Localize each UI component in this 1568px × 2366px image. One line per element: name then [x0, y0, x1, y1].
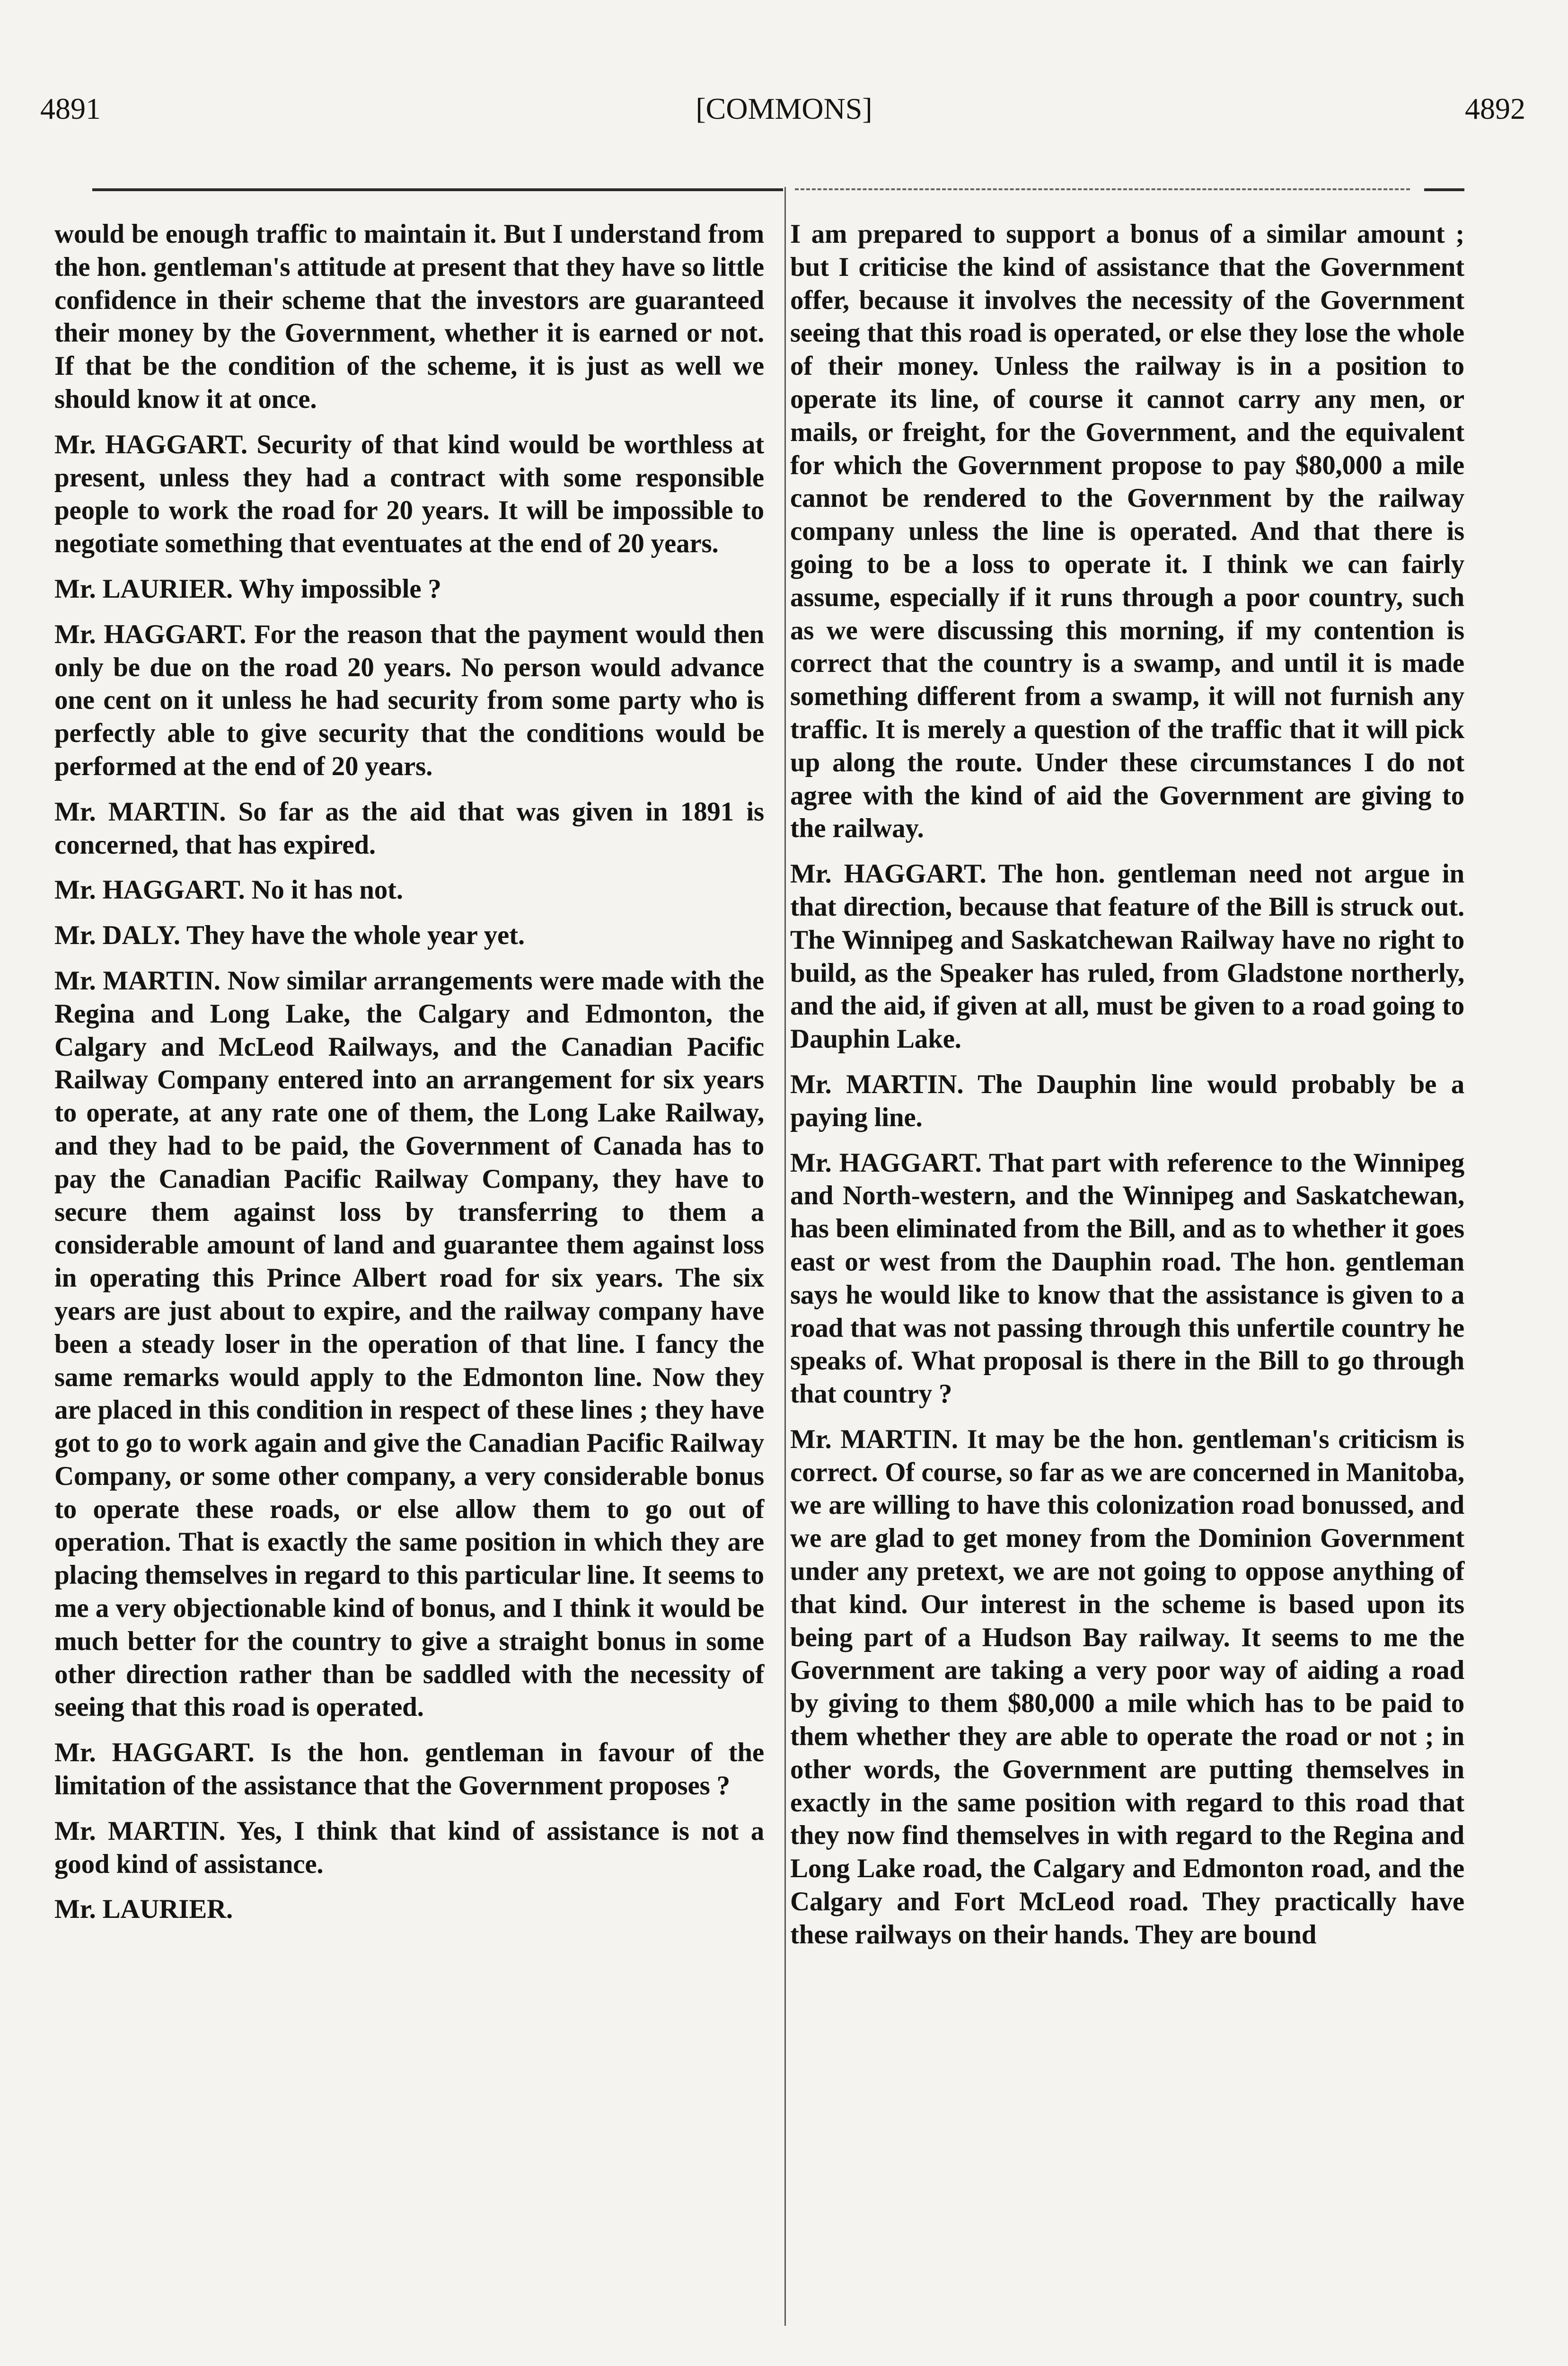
speech-text: would be enough traffic to maintain it. But I understand from the hon. gentleman's attitude at present that they have so little confidence in their scheme that the investors are guaranteed their money by the Government, whether it is earned or not. If that be the condition of the scheme, it is just as well we should know it at once.	[54, 219, 764, 414]
speech-text: Security of that kind would be worthless at present, unless they had a contract with some responsible people to work the road for 20 years. It will be impossible to negotiate something that eventuates at the end of 20 years.	[54, 429, 764, 559]
speech-text: The Dauphin line would probably be a paying line.	[790, 1069, 1465, 1132]
paragraph	[790, 218, 1464, 845]
speech-text: I am prepared to support a bonus of a similar amount ; but I criticise the kind of assistance that the Government offer, because it involves the necessity of the Government seeing that this road is operated, or else they lose the whole of their money. Unless the railway is in a position to operate its line, of course it cannot carry any men, or mails, or freight, for the Government, and the equivalent for which the Government propose to pay $80,000 a mile cannot be rendered to the Government by the railway company unless the line is operated. And that there is going to be a loss to operate it. I think we can fairly assume, especially if it runs through a poor country, such as we were discussing this morning, if my contention is correct that the country is a swamp, and until it is made something different from a swamp, it will not furnish any traffic. It is merely a question of the traffic that it will pick up along the route. Under these circumstances I do not agree with the kind of aid the Government are giving to the railway.	[790, 219, 1464, 844]
header-rule-right	[1424, 188, 1464, 191]
speech-text: So far as the aid that was given in 1891 is concerned, that has expired.	[54, 796, 764, 860]
header-rule-middle	[795, 188, 1410, 190]
paragraph	[54, 1736, 764, 1802]
speaker-name: Mr. HAGGART.	[54, 429, 247, 459]
left-column	[54, 218, 764, 1938]
paragraph	[54, 573, 764, 606]
paragraph	[54, 428, 764, 560]
paragraph	[54, 218, 764, 416]
speaker-name: Mr. HAGGART.	[54, 619, 247, 649]
paragraph	[790, 1423, 1464, 1951]
paragraph	[790, 857, 1464, 1056]
speech-text: That part with reference to the Winnipeg and North-western, and the Winnipeg and Saskatchewan, has been eliminated from the Bill, and as to whether it goes east or west from the Dauphin road. The hon. gentleman says he would like to know that the assistance is given to a road that was not passing through this unfertile country he speaks of. What proposal is there in the Bill to go through that country ?	[790, 1148, 1464, 1409]
paragraph	[54, 919, 764, 952]
speaker-name: Mr. MARTIN.	[54, 965, 220, 996]
speaker-name: Mr. HAGGART.	[54, 1738, 255, 1768]
speaker-name: Mr. MARTIN.	[790, 1424, 958, 1454]
speaker-name: Mr. MARTIN.	[54, 1816, 226, 1846]
speech-text: For the reason that the payment would then only be due on the road 20 years. No person would advance one cent on it unless he had security from some party who is perfectly able to give security that the conditions would be performed at the end of 20 years.	[54, 619, 764, 781]
paragraph	[54, 795, 764, 862]
speech-text: Now similar arrangements were made with the Regina and Long Lake, the Calgary and Edmonton, the Calgary and McLeod Railways, and the Canadian Pacific Railway Company entered into an arrangement for six years to operate, at any rate one of them, the Long Lake Railway, and they had to be paid, the Government of Canada has to pay the Canadian Pacific Railway Company, they have to secure them against loss by transferring to them a considerable amount of land and guarantee them against loss in operating this Prince Albert road for six years. The six years are just about to expire, and the railway company have been a steady loser in the operation of that line. I fancy the same remarks would apply to the Edmonton line. Now they are placed in this condition in respect of these lines ; they have got to go to work again and give the Canadian Pacific Railway Company, or some other company, a very considerable bonus to operate these roads, or else allow them to go out of operation. That is exactly the same position in which they are placing themselves in regard to this particular line. It seems to me a very objectionable kind of bonus, and I think it would be much better for the country to give a straight bonus in some other direction rather than be saddled with the necessity of seeing that this road is operated.	[54, 965, 764, 1722]
paragraph	[54, 874, 764, 907]
speaker-name: Mr. MARTIN.	[790, 1069, 964, 1099]
left-page-number: 4891	[40, 92, 101, 125]
paragraph	[54, 1815, 764, 1881]
speech-text: It may be the hon. gentleman's criticism is correct. Of course, so far as we are concerned in Manitoba, we are willing to have this colonization road bonussed, and we are glad to get money from the Dominion Government under any pretext, we are not going to oppose anything of that kind. Our interest in the scheme is based upon its being part of a Hudson Bay railway. It seems to me the Government are taking a very poor way of aiding a road by giving to them $80,000 a mile which has to be paid to them whether they are able to operate the road or not ; in other words, the Government are putting themselves in exactly in the same position with regard to this road that they now find themselves in with regard to the Regina and Long Lake road, the Calgary and Edmonton road, and the Calgary and Fort McLeod road. They practically have these railways on their hands. They are bound	[790, 1424, 1464, 1950]
paragraph	[54, 618, 764, 783]
right-column	[790, 218, 1464, 1964]
header-rule-left	[92, 188, 783, 191]
speaker-name: Mr. HAGGART.	[790, 859, 987, 889]
section-title: [COMMONS]	[696, 92, 872, 125]
speech-text: They have the whole year yet.	[186, 920, 525, 951]
speech-text: The hon. gentleman need not argue in that direction, because that feature of the Bill is struck out. The Winnipeg and Saskatchewan Railway have no right to build, as the Speaker has ruled, from Gladstone northerly, and the aid, if given at all, must be given to a road going to Dauphin Lake.	[790, 859, 1464, 1054]
speaker-name: Mr. HAGGART.	[54, 875, 245, 905]
column-divider	[784, 187, 786, 2326]
paragraph	[54, 1893, 764, 1926]
speech-text: Why impossible ?	[239, 574, 441, 604]
speaker-name: Mr. LAURIER.	[54, 1894, 233, 1925]
speech-text: Yes, I think that kind of assistance is not a good kind of assistance.	[54, 1816, 765, 1879]
speech-text: Is the hon. gentleman in favour of the limitation of the assistance that the Government proposes ?	[54, 1738, 764, 1801]
speaker-name: Mr. HAGGART.	[790, 1148, 982, 1178]
paragraph	[790, 1068, 1464, 1134]
paragraph	[790, 1147, 1464, 1411]
right-page-number: 4892	[1465, 92, 1525, 125]
speaker-name: Mr. DALY.	[54, 920, 180, 951]
speaker-name: Mr. LAURIER.	[54, 574, 233, 604]
speaker-name: Mr. MARTIN.	[54, 796, 226, 827]
paragraph	[54, 964, 764, 1724]
page-header	[0, 88, 1568, 130]
speech-text: No it has not.	[251, 875, 403, 905]
